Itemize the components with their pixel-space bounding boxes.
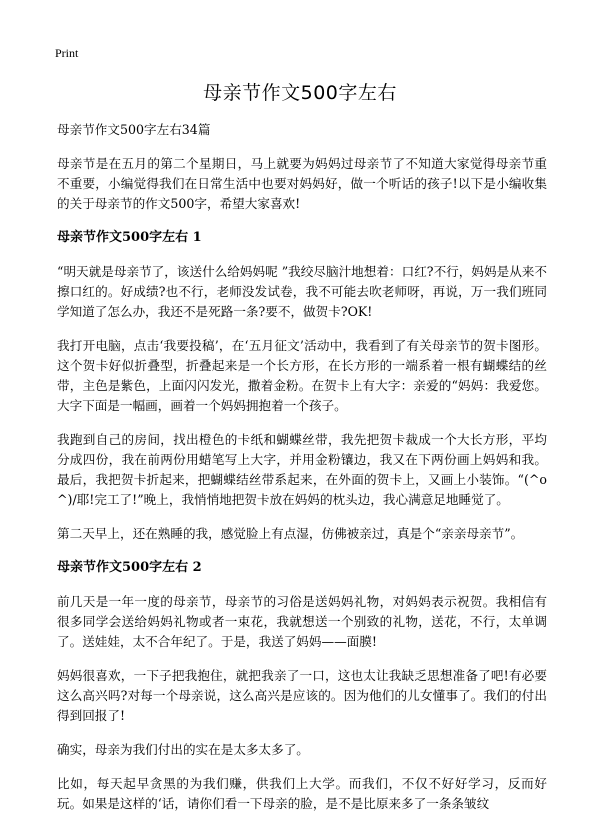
article-body <box>57 120 547 828</box>
page-title: 母亲节作文500字左右 <box>203 82 397 104</box>
intro-paragraph: 母亲节是在五月的第二个星期日，马上就要为妈妈过母亲节了不知道大家觉得母亲节重不重要，小编觉得我们在日常生活中也要对妈妈好，做一个听话的孩子!以下是小编收集的关于母亲节的作文500字，希望大家喜欢! <box>57 156 547 211</box>
essay-2-paragraph-3: 确实，母亲为我们付出的实在是太多太多了。 <box>57 742 309 757</box>
essay-1-paragraph-3: 我跑到自己的房间，找出橙色的卡纸和蝴蝶丝带，我先把贺卡裁成一个大长方形，平均分成四份，我在前两份用蜡笔写上大字，并用金粉镶边，我又在下两份画上妈妈和我。最后，我把贺卡折起来，把蝴蝶结丝带系起来，在外面的贺卡上，又画上小装饰。“(^o^)/耶!完工了!”晚上，我悄悄地把贺卡放在妈妈的枕头边，我心满意足地睡觉了。 <box>57 432 547 507</box>
essay-1-paragraph-2: 我打开电脑，点击‘我要投稿’，在‘五月征文’活动中，我看到了有关母亲节的贺卡图形。这个贺卡好似折叠型，折叠起来是一个长方形，在长方形的一端系着一根有蝴蝶结的丝带，主色是紫色，上面闪闪发光，撒着金粉。在贺卡上有大字：亲爱的“妈妈：我爱您。大字下面是一幅画，画着一个妈妈拥抱着一个孩子。 <box>57 338 547 413</box>
article-subtitle: 母亲节作文500字左右34篇 <box>57 122 211 137</box>
essay-1-paragraph-1: “明天就是母亲节了，该送什么给妈妈呢 ”我绞尽脑汁地想着：口红?不行，妈妈是从来不擦口红的。好成绩?也不行，老师没发试卷，我不可能去吹老师呀，再说，万一我们班同学知道了怎么办，我还不是死路一条?要不，做贺卡?OK! <box>57 264 547 319</box>
essay-2-paragraph-4: 比如，每天起早贪黑的为我们赚，供我们上大学。而我们，不仅不好好学习，反而好玩。如果是这样的‘话，请你们看一下母亲的脸，是不是比原来多了一条条皱纹 <box>57 776 547 811</box>
essay-2-heading: 母亲节作文500字左右 2 <box>57 560 202 575</box>
essay-1-heading: 母亲节作文500字左右 1 <box>57 230 202 245</box>
essay-1-paragraph-4: 第二天早上，还在熟睡的我，感觉脸上有点湿，仿佛被亲过，真是个“亲亲母亲节”。 <box>57 526 524 541</box>
print-link[interactable]: Print <box>55 46 79 60</box>
essay-2-paragraph-1: 前几天是一年一度的母亲节，母亲节的习俗是送妈妈礼物，对妈妈表示祝贺。我相信有很多同学会送给妈妈礼物或者一束花，我就想送一个别致的礼物，送花，不行，太单调了。送娃娃，太不合年纪了。于是，我送了妈妈——面膜! <box>57 594 547 649</box>
essay-2-paragraph-2: 妈妈很喜欢，一下子把我抱住，就把我亲了一口，这也太让我缺乏思想准备了吧!有必要这么高兴吗?对每一个母亲说，这么高兴是应该的。因为他们的儿女懂事了。我们的付出得到回报了! <box>57 668 547 723</box>
